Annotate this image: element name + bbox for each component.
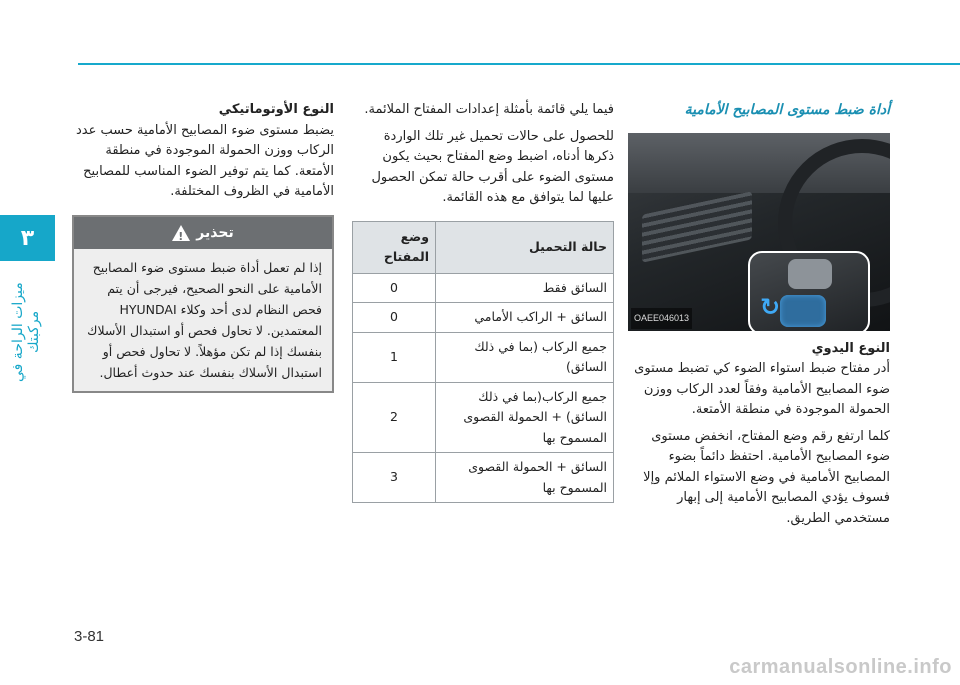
- row-condition: السائق + الراكب الأمامي: [436, 303, 614, 333]
- row-condition: جميع الركاب (بما في ذلك السائق): [436, 332, 614, 382]
- header-position: وضع المفتاح: [353, 221, 436, 273]
- table-row: [353, 332, 614, 382]
- row-position: 0: [353, 273, 436, 303]
- table-row: [353, 382, 614, 453]
- column-right: [628, 100, 890, 535]
- manual-type-heading: النوع اليدوي: [811, 340, 890, 356]
- row-condition: السائق + الحمولة القصوى المسموح بها: [436, 453, 614, 503]
- table-intro-2: للحصول على حالات تحميل غير تلك الواردة ذكرها أدناه، اضبط وضع المفتاح بحيث يكون مستوى الضوء على أقرب حالة تمكن الحصول عليها لما يتوافق مع هذه القائمة.: [371, 128, 614, 205]
- rotate-arrow-icon: ↻: [760, 292, 781, 321]
- page-number: 3-81: [74, 628, 105, 645]
- row-condition: جميع الركاب(بما في ذلك السائق) + الحمولة القصوى المسموح بها: [436, 382, 614, 453]
- warning-title: تحذير: [196, 224, 234, 241]
- auto-type-heading: النوع الأوتوماتيكي: [218, 102, 334, 117]
- auto-paragraph: يضبط مستوى ضوء المصابيح الأمامية حسب عدد الركاب ووزن الحمولة الموجودة في منطقة الأمتعة. كما يتم توفير الضوء المناسب للمصابيح الأمامية في الظروف المختلفة.: [75, 122, 334, 199]
- manual-paragraph-1: أدر مفتاح ضبط استواء الضوء كي تضبط مستوى ضوء المصابيح الأمامية وفقاً لعدد الركاب ووزن الحمولة الموجودة في منطقة الأمتعة.: [634, 361, 890, 417]
- load-condition-table: [352, 221, 614, 504]
- column-middle: [352, 100, 614, 503]
- headlight-leveling-photo: [628, 133, 890, 331]
- column-left: [72, 100, 334, 393]
- chapter-label: ميزات الراحة في مركبتك: [10, 282, 42, 382]
- table-row: [353, 273, 614, 303]
- section-title: أداة ضبط مستوى المصابيح الأمامية: [684, 102, 890, 118]
- row-position: 2: [353, 382, 436, 453]
- warning-header: [74, 217, 332, 250]
- image-code: OAEE046013: [631, 308, 692, 329]
- warning-icon: [172, 225, 190, 241]
- manual-paragraph-2: كلما ارتفع رقم وضع المفتاح، انخفض مستوى ضوء المصابيح الأمامية. احتفظ دائماً بضوء المصابيح الأمامية في وضع الاستواء الملائم وإلا فسوف يؤدي المصابيح الأمامية إلى إبهار مستخدمي الطريق.: [643, 428, 890, 526]
- table-row: [353, 453, 614, 503]
- row-position: 3: [353, 453, 436, 503]
- chapter-tab: ٣: [0, 215, 55, 261]
- row-position: 0: [353, 303, 436, 333]
- row-position: 1: [353, 332, 436, 382]
- switch-closeup: [748, 251, 870, 331]
- table-intro-1: فيما يلي قائمة بأمثلة إعدادات المفتاح الملائمة.: [364, 102, 614, 117]
- warning-body: إذا لم تعمل أداة ضبط مستوى ضوء المصابيح الأمامية على النحو الصحيح، فيرجى أن يتم فحص النظام لدى أحد وكلاء HYUNDAI المعتمدين. لا تحاول فحص أو استبدال الأسلاك بنفسك إذا لم تكن مؤهلاً. لا تحاول فحص أو استبدال الأسلاك بنفسك عند حدوث أعطال.: [87, 260, 322, 380]
- header-rule: [78, 63, 960, 65]
- row-condition: السائق فقط: [436, 273, 614, 303]
- header-condition: حالة التحميل: [436, 221, 614, 273]
- table-row: [353, 303, 614, 333]
- warning-box: [72, 215, 334, 394]
- watermark-footer: carmanualsonline.info: [729, 656, 952, 678]
